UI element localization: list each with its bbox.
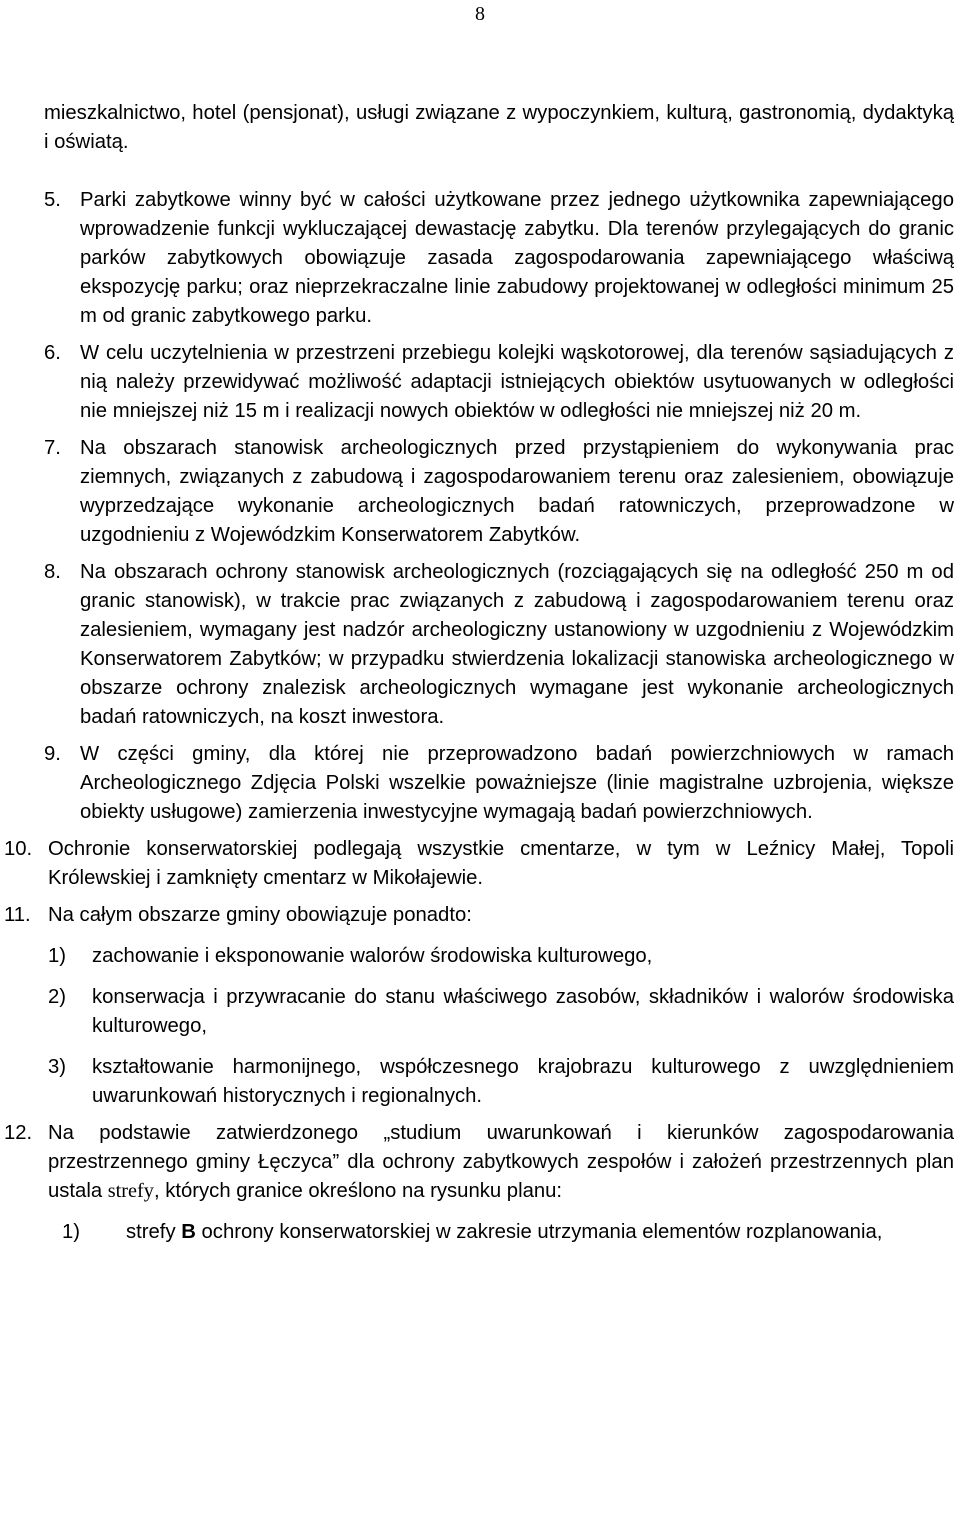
zone-prefix: strefy [126, 1221, 182, 1243]
item-text: Na obszarach stanowisk archeologicznych przed przystąpieniem do wykonywania prac ziemnych, związanych z zabudową i zagospodarowaniem terenu oraz zalesieniem, obowiązuje wyprzedzające wykonanie archeologicznych badań ratowniczych, przeprowadzone w uzgodnieniu z Wojewódzkim Konserwatorem Zabytków. [80, 437, 954, 546]
sub-list-item [48, 983, 954, 1041]
list-item [44, 339, 954, 426]
item-number: 11. [4, 904, 31, 926]
sub-item-text: kształtowanie harmonijnego, współczesnego krajobrazu kulturowego z uwzględnieniem uwarunkowań historycznych i regionalnych. [92, 1056, 954, 1107]
item-text [48, 1119, 954, 1206]
item-number: 10. [4, 838, 33, 860]
list-item [44, 558, 954, 732]
list-item [0, 901, 954, 930]
item-number: 6. [44, 342, 61, 364]
item-text-after: , których granice określono na rysunku planu: [153, 1180, 563, 1202]
item-text: W celu uczytelnienia w przestrzeni przebiegu kolejki wąskotorowej, dla terenów sąsiadujących z nią należy przewidywać możliwość adaptacji istniejących obiektów usytuowanych w odległości nie mniejszej niż 15 m i realizacji nowych obiektów w odległości nie mniejszej niż 20 m. [80, 342, 954, 422]
item-text-serif-word: strefy [107, 1180, 154, 1202]
sub-item-text: konserwacja i przywracanie do stanu właściwego zasobów, składników i walorów środowiska kulturowego, [92, 986, 954, 1037]
item-number: 8. [44, 561, 61, 583]
list-item [0, 1119, 954, 1206]
sub-list-item [48, 1053, 954, 1111]
item-text: Na obszarach ochrony stanowisk archeologicznych (rozciągających się na odległość 250 m od granic stanowisk), w trakcie prac związanych z zabudową i zagospodarowaniem terenu oraz zalesieniem, wymagany jest nadzór archeologiczny ustanowiony w uzgodnieniu z Wojewódzkim Konserwatorem Zabytków; w przypadku stwierdzenia lokalizacji stanowiska archeologicznego w obszarze ochrony znalezisk archeologicznych wymagane jest wykonanie archeologicznych badań ratowniczych, na koszt inwestora. [80, 561, 954, 728]
zone-letter: B [181, 1221, 196, 1243]
list-item [44, 186, 954, 331]
zone-item-number: 1) [62, 1221, 81, 1243]
item-text-before: Na podstawie zatwierdzonego „studium uwarunkowań i kierunków zagospodarowania przestrzennego gminy Łęczyca” dla ochrony zabytkowych zespołów i założeń przestrzennych plan ustala [48, 1122, 954, 1202]
item-number: 12. [4, 1122, 33, 1144]
item-text: Na całym obszarze gminy obowiązuje ponadto: [48, 904, 472, 926]
sub-list-item [48, 942, 954, 971]
list-item [44, 434, 954, 550]
item-number: 9. [44, 743, 61, 765]
list-item [44, 740, 954, 827]
intro-paragraph: mieszkalnictwo, hotel (pensjonat), usługi związane z wypoczynkiem, kulturą, gastronomią, dydaktyką i oświatą. [44, 102, 954, 153]
item-text: Parki zabytkowe winny być w całości użytkowane przez jednego użytkownika zapewniającego wprowadzenie funkcji wykluczającej dewastację zabytku. Dla terenów przylegających do granic parków zabytkowych obowiązuje zasada zagospodarowania zapewniającego właściwą ekspozycję parku; oraz nieprzekraczalne linie zabudowy projektowanej w odległości minimum 25 m od granic zabytkowego parku. [80, 189, 954, 327]
zone-list-item [62, 1218, 954, 1247]
item-number: 7. [44, 437, 61, 459]
sub-item-text: zachowanie i eksponowanie walorów środowiska kulturowego, [92, 945, 653, 967]
item-text: W części gminy, dla której nie przeprowadzono badań powierzchniowych w ramach Archeologicznego Zdjęcia Polski wszelkie poważniejsze (linie magistralne uzbrojenia, większe obiekty usługowe) zamierzenia inwestycyjne wymagają badań powierzchniowych. [80, 743, 954, 823]
list-item [0, 835, 954, 893]
document-body [4, 99, 954, 1247]
sub-item-number: 1) [48, 945, 67, 967]
zone-description: ochrony konserwatorskiej w zakresie utrzymania elementów rozplanowania, [195, 1221, 883, 1243]
item-number: 5. [44, 189, 61, 211]
sub-item-number: 3) [48, 1056, 67, 1078]
page-number: 8 [475, 3, 485, 25]
zone-item-text [126, 1218, 954, 1247]
item-text: Ochronie konserwatorskiej podlegają wszystkie cmentarze, w tym w Leźnicy Małej, Topoli Królewskiej i zamknięty cmentarz w Mikołajewie. [48, 838, 954, 889]
sub-item-number: 2) [48, 986, 67, 1008]
